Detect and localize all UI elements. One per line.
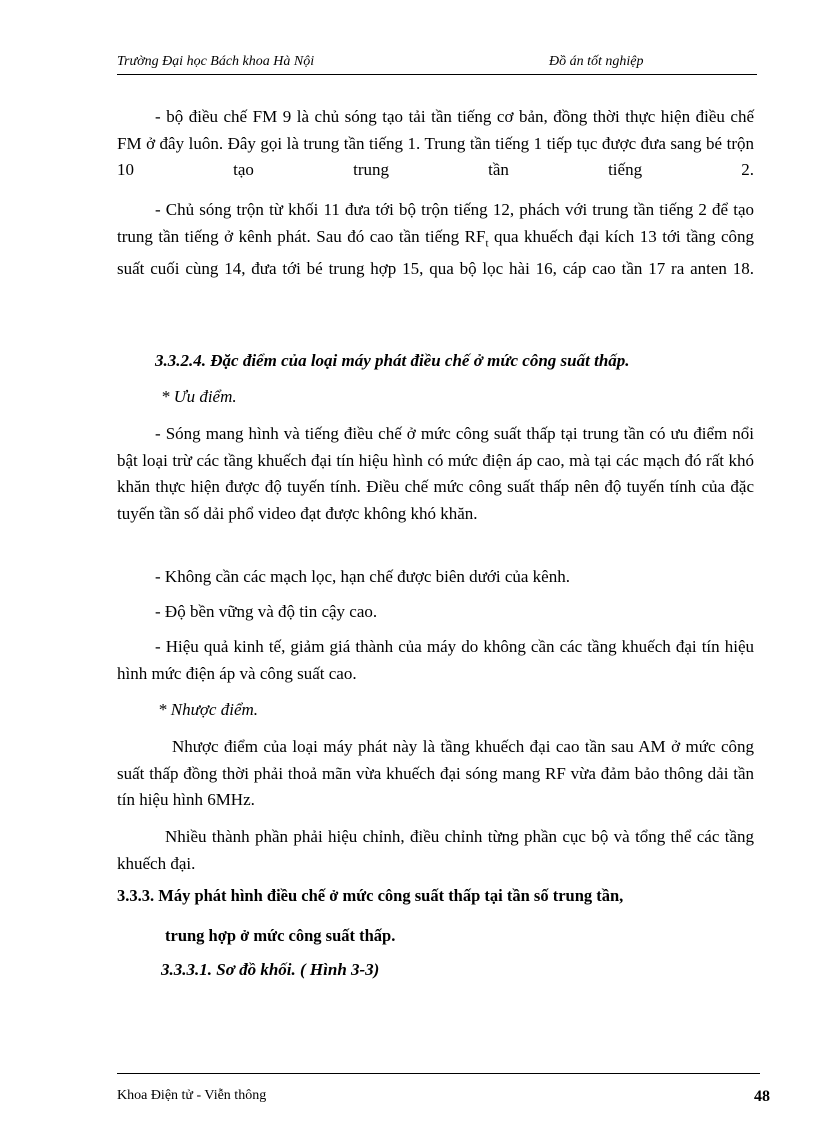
paragraph-advantage-4: - Hiệu quả kinh tế, giảm giá thành của máy do không cần các tầng khuếch đại tín hiệu hình mức điện áp và công suất cao. xyxy=(117,637,754,683)
page-footer xyxy=(117,1073,770,1112)
paragraph-fm-modulator: - bộ điều chế FM 9 là chủ sóng tạo tải tần tiếng cơ bản, đồng thời thực hiện điều chế FM ở đây luôn. Đây gọi là trung tần tiếng 1. Trung tần tiếng 1 tiếp tục được đưa sang bé trộn 10 tạo trung tần tiếng 2. xyxy=(117,107,754,179)
paragraph-disadvantage-2: Nhiều thành phần phải hiệu chỉnh, điều chỉnh từng phần cục bộ và tổng thể các tầng khuếch đại. xyxy=(117,827,754,873)
section-heading-3-3-2-4: 3.3.2.4. Đặc điểm của loại máy phát điều chế ở mức công suất thấp. xyxy=(155,351,630,370)
paragraph-sound-mixer-b: qua khuếch đại kích 13 tới tầng công suất cuối cùng 14, đưa tới bé trung hợp 15, qua bộ lọc hài 16, cáp cao tần 17 ra anten 18. xyxy=(117,226,754,279)
paragraph-disadvantage-1: Nhược điểm của loại máy phát này là tầng khuếch đại cao tần sau AM ở mức công suất thấp đồng thời phải thoả mãn vừa khuếch đại sóng mang RF vừa đảm bảo thông dải tần tín hiệu hình 6MHz. xyxy=(117,737,754,809)
header-doc-type: Đồ án tốt nghiệp xyxy=(549,54,644,69)
paragraph-sound-mixer-a: - Chủ sóng trộn từ khối 11 đưa tới bộ trộn tiếng 12, phách với trung tần tiếng 2 để tạo trung tần tiếng ở kênh phát. Sau đó cao tần tiếng RF xyxy=(117,200,754,246)
footer-faculty: Khoa Điện tử - Viễn thông xyxy=(117,1088,267,1103)
section-heading-3-3-3: 3.3.3. Máy phát hình điều chế ở mức công suất thấp tại tần số trung tần, xyxy=(117,886,624,905)
paragraph-advantage-2: - Không cần các mạch lọc, hạn chế được biên dưới của kênh. xyxy=(155,567,570,586)
rf-subscript: t xyxy=(485,236,489,249)
paragraph-advantage-1: - Sóng mang hình và tiếng điều chế ở mức công suất thấp tại trung tần có ưu điểm nổi bật loại trừ các tầng khuếch đại tín hiệu hình có mức điện áp cao, mà tại các mạch đó rất khó khăn thực hiện được độ tuyến tính. Điều chế mức công suất thấp nên độ tuyến tính của đặc tuyến tần số dải phổ video đạt được không khó khăn. xyxy=(117,424,754,523)
page-number: 48 xyxy=(754,1088,770,1105)
paragraph-sound-mixer xyxy=(117,197,754,283)
advantages-label: * Ưu điểm. xyxy=(161,387,237,406)
section-heading-3-3-3-cont: trung hợp ở mức công suất thấp. xyxy=(165,926,396,945)
paragraph-advantage-3: - Độ bền vững và độ tin cậy cao. xyxy=(155,602,378,621)
section-heading-3-3-3-1: 3.3.3.1. Sơ đồ khối. ( Hình 3-3) xyxy=(161,960,380,979)
disadvantages-label: * Nhược điểm. xyxy=(158,700,259,719)
page-header xyxy=(117,52,757,75)
header-school: Trường Đại học Bách khoa Hà Nội xyxy=(117,54,315,69)
